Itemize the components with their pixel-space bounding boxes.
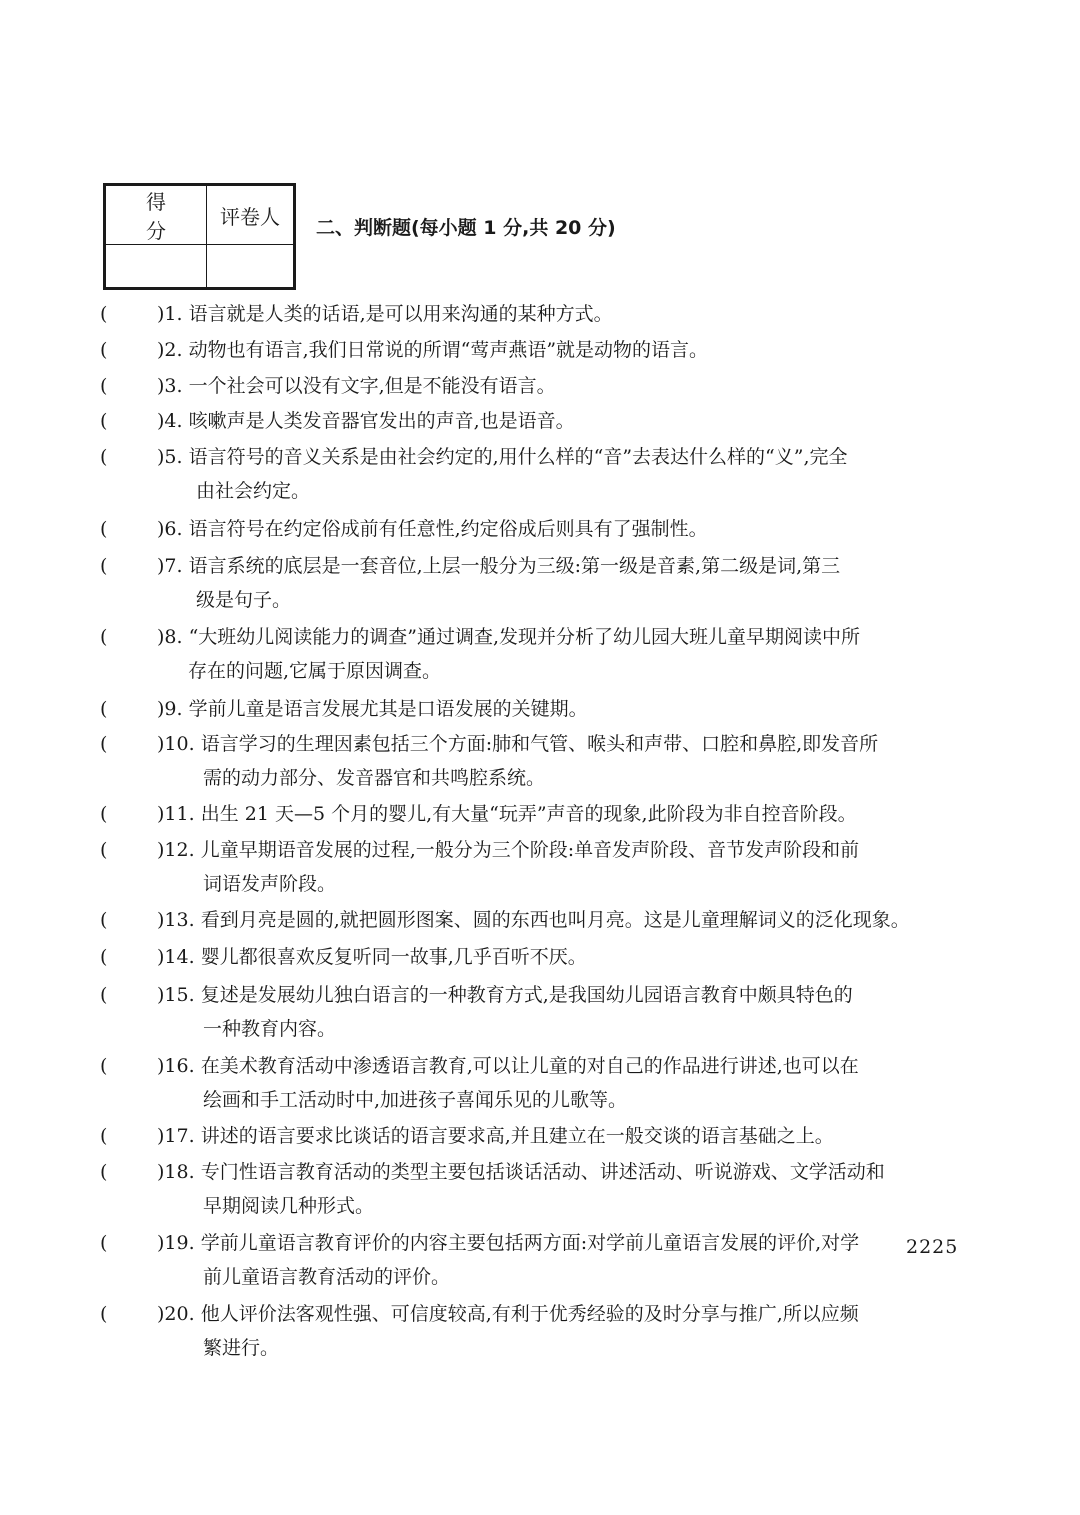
question-line: 语言就是人类的话语,是可以用来沟通的某种方式。 — [188, 303, 613, 325]
question-number: )10. — [157, 733, 195, 755]
question-text — [157, 441, 848, 474]
question-number: )15. — [157, 984, 195, 1006]
question-line: 语言符号在约定俗成前有任意性,约定俗成后则具有了强制性。 — [188, 518, 708, 540]
answer-paren[interactable]: ( — [100, 339, 108, 361]
question-number: )1. — [157, 303, 183, 325]
question-text — [157, 834, 859, 867]
question-number: )2. — [157, 339, 183, 361]
question-number: )3. — [157, 375, 183, 397]
question-number: )17. — [157, 1125, 195, 1147]
question-line: 语言系统的底层是一套音位,上层一般分为三级:第一级是音素,第二级是词,第三 — [188, 555, 841, 577]
answer-paren[interactable]: ( — [100, 733, 108, 755]
question-number: )19. — [157, 1232, 195, 1254]
question-line: 专门性语言教育活动的类型主要包括谈话活动、讲述活动、听说游戏、文学活动和 — [200, 1161, 885, 1183]
question-number: )18. — [157, 1161, 195, 1183]
answer-paren[interactable]: ( — [100, 518, 108, 540]
question-text — [157, 298, 613, 331]
question-number: )7. — [157, 555, 183, 577]
question-line: 复述是发展幼儿独白语言的一种教育方式,是我国幼儿园语言教育中颇具特色的 — [200, 984, 853, 1006]
question-text — [157, 1227, 859, 1260]
question-line-continued: 繁进行。 — [203, 1337, 280, 1359]
question-number: )13. — [157, 909, 195, 931]
question-line: 学前儿童是语言发展尤其是口语发展的关键期。 — [188, 698, 588, 720]
page-number: 2225 — [906, 1236, 959, 1258]
question-text — [157, 1156, 885, 1189]
score-field[interactable] — [105, 245, 207, 289]
question-line: 语言符号的音义关系是由社会约定的,用什么样的“音”去表达什么样的“义”,完全 — [188, 446, 848, 468]
question-text — [157, 621, 860, 654]
question-line: 讲述的语言要求比谈话的语言要求高,并且建立在一般交谈的语言基础之上。 — [200, 1125, 834, 1147]
question-line-continued: 存在的问题,它属于原因调查。 — [188, 660, 442, 682]
answer-paren[interactable]: ( — [100, 375, 108, 397]
question-line-continued: 一种教育内容。 — [203, 1018, 337, 1040]
section-title: 二、判断题(每小题 1 分,共 20 分) — [316, 217, 616, 239]
question-number: )12. — [157, 839, 195, 861]
question-text — [157, 513, 708, 546]
question-line: 咳嗽声是人类发音器官发出的声音,也是语音。 — [188, 410, 575, 432]
question-line: 学前儿童语言教育评价的内容主要包括两方面:对学前儿童语言发展的评价,对学 — [200, 1232, 860, 1254]
question-line: “大班幼儿阅读能力的调查”通过调查,发现并分析了幼儿园大班儿童早期阅读中所 — [188, 626, 861, 648]
question-line: 动物也有语言,我们日常说的所谓“莺声燕语”就是动物的语言。 — [188, 339, 709, 361]
answer-paren[interactable]: ( — [100, 1055, 108, 1077]
question-line-continued: 绘画和手工活动时中,加进孩子喜闻乐见的儿歌等。 — [203, 1089, 628, 1111]
score-label: 得 分 — [105, 185, 207, 245]
question-text — [157, 941, 587, 974]
question-text — [157, 979, 853, 1012]
question-text — [157, 370, 556, 403]
score-table — [103, 183, 296, 290]
question-number: )5. — [157, 446, 183, 468]
question-line: 婴儿都很喜欢反复听同一故事,几乎百听不厌。 — [200, 946, 587, 968]
question-text — [157, 334, 708, 367]
answer-paren[interactable]: ( — [100, 410, 108, 432]
answer-paren[interactable]: ( — [100, 1303, 108, 1325]
answer-paren[interactable]: ( — [100, 984, 108, 1006]
question-text — [157, 693, 588, 726]
question-text — [157, 1050, 859, 1083]
answer-paren[interactable]: ( — [100, 839, 108, 861]
answer-paren[interactable]: ( — [100, 555, 108, 577]
answer-paren[interactable]: ( — [100, 698, 108, 720]
question-number: )6. — [157, 518, 183, 540]
question-line-continued: 早期阅读几种形式。 — [203, 1195, 375, 1217]
question-line-continued: 级是句子。 — [196, 589, 292, 611]
answer-paren[interactable]: ( — [100, 803, 108, 825]
question-line-continued: 需的动力部分、发音器官和共鸣腔系统。 — [203, 767, 546, 789]
question-text — [157, 798, 857, 831]
grader-field[interactable] — [207, 245, 295, 289]
question-line: 儿童早期语音发展的过程,一般分为三个阶段:单音发声阶段、音节发声阶段和前 — [200, 839, 860, 861]
question-line: 在美术教育活动中渗透语言教育,可以让儿童的对自己的作品进行讲述,也可以在 — [200, 1055, 859, 1077]
question-line-continued: 由社会约定。 — [196, 480, 311, 502]
answer-paren[interactable]: ( — [100, 946, 108, 968]
question-text — [157, 728, 878, 761]
question-line: 一个社会可以没有文字,但是不能没有语言。 — [188, 375, 556, 397]
question-text — [157, 904, 910, 937]
question-line: 看到月亮是圆的,就把圆形图案、圆的东西也叫月亮。这是儿童理解词义的泛化现象。 — [200, 909, 910, 931]
question-number: )16. — [157, 1055, 195, 1077]
answer-paren[interactable]: ( — [100, 446, 108, 468]
answer-paren[interactable]: ( — [100, 626, 108, 648]
question-number: )8. — [157, 626, 183, 648]
question-line: 他人评价法客观性强、可信度较高,有利于优秀经验的及时分享与推广,所以应频 — [200, 1303, 859, 1325]
grader-label: 评卷人 — [207, 185, 295, 245]
question-text — [157, 405, 575, 438]
question-number: )14. — [157, 946, 195, 968]
question-line: 出生 21 天—5 个月的婴儿,有大量“玩弄”声音的现象,此阶段为非自控音阶段。 — [200, 803, 857, 825]
question-number: )9. — [157, 698, 183, 720]
question-number: )11. — [157, 803, 195, 825]
question-text — [157, 550, 840, 583]
question-line: 语言学习的生理因素包括三个方面:肺和气管、喉头和声带、口腔和鼻腔,即发音所 — [200, 733, 879, 755]
answer-paren[interactable]: ( — [100, 1125, 108, 1147]
question-line-continued: 前儿童语言教育活动的评价。 — [203, 1266, 451, 1288]
answer-paren[interactable]: ( — [100, 1161, 108, 1183]
answer-paren[interactable]: ( — [100, 1232, 108, 1254]
question-number: )4. — [157, 410, 183, 432]
answer-paren[interactable]: ( — [100, 909, 108, 931]
answer-paren[interactable]: ( — [100, 303, 108, 325]
question-text — [157, 1120, 834, 1153]
question-line-continued: 词语发声阶段。 — [203, 873, 337, 895]
question-number: )20. — [157, 1303, 195, 1325]
question-text — [157, 1298, 859, 1331]
